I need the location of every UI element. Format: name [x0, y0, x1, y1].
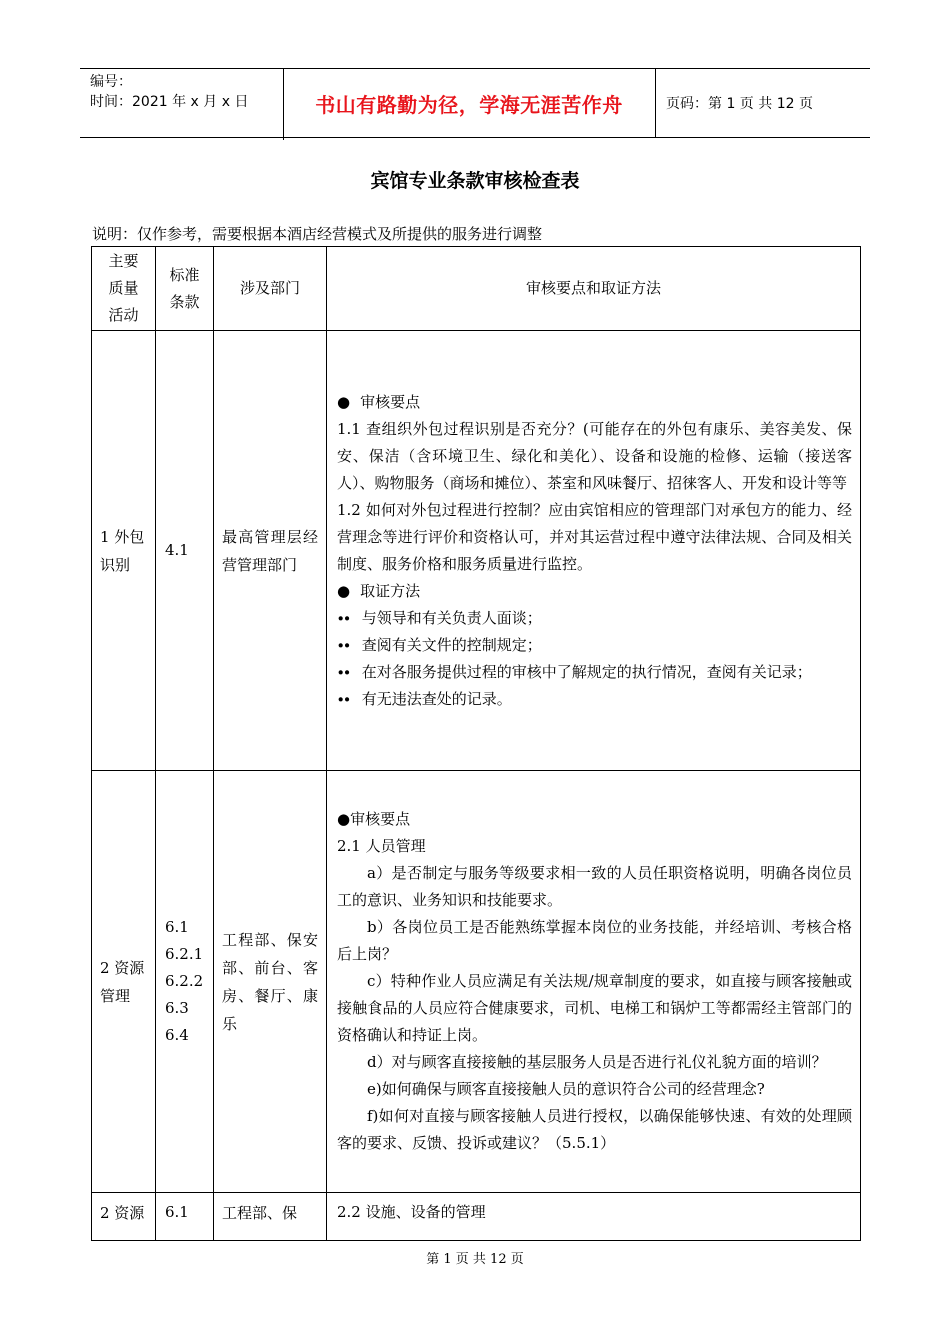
clause-cell: 6.1 6.2.1 6.2.2 6.3 6.4: [156, 771, 214, 1193]
point-c: c）特种作业人员应满足有关法规/规章制度的要求，如直接与顾客接触或接触食品的人员应符合健康要求，司机、电梯工和锅炉工等都需经主管部门的资格确认和持证上岗。: [337, 972, 852, 1044]
header-slogan-cell: [283, 69, 656, 137]
code-label: 编号：: [90, 74, 132, 90]
evidence-item: ∙∙ 与领导和有关负责人面谈；: [337, 605, 852, 632]
clause-cell: 6.1: [156, 1193, 214, 1241]
table-row: [92, 331, 861, 771]
clause-cell: 4.1: [156, 331, 214, 771]
note-text: 说明：仅作参考，需要根据本酒店经营模式及所提供的服务进行调整: [92, 225, 543, 243]
points-label: ● 审核要点: [337, 389, 852, 416]
dept-cell: 最高管理层经营管理部门: [214, 331, 327, 771]
header-clause: 标准 条款: [156, 247, 214, 331]
evidence-item: ∙∙ 查阅有关文件的控制规定；: [337, 632, 852, 659]
evidence-item: ∙∙ 有无违法查处的记录。: [337, 686, 852, 713]
point-a: a）是否制定与服务等级要求相一致的人员任职资格说明，明确各岗位员工的意识、业务知识和技能要求。: [337, 864, 852, 909]
audit-table: [91, 246, 861, 1241]
activity-cell: 2 资源: [92, 1193, 156, 1241]
slogan: 书山有路勤为径，学海无涯苦作舟: [315, 92, 623, 117]
table-header-row: [92, 247, 861, 331]
point-e: e)如何确保与顾客直接接触人员的意识符合公司的经营理念?: [367, 1080, 765, 1098]
points-label: ●审核要点: [337, 810, 411, 828]
header-dept: 涉及部门: [214, 247, 327, 331]
activity-cell: 2 资源管理: [92, 771, 156, 1193]
page-footer: 第 1 页 共 12 页: [426, 1252, 524, 1267]
point-2-1: 2.1 人员管理: [337, 837, 426, 855]
table-row: [92, 1193, 861, 1241]
document-header: [80, 68, 870, 138]
point-f: f)如何对直接与顾客接触人员进行授权，以确保能够快速、有效的处理顾客的要求、反馈、投诉或建议？（5.5.1）: [337, 1107, 852, 1152]
page-label: 页码：第 1 页 共 12 页: [666, 96, 813, 112]
point-b: b）各岗位员工是否能熟练掌握本岗位的业务技能，并经培训、考核合格后上岗？: [337, 918, 852, 963]
header-method: 审核要点和取证方法: [327, 247, 861, 331]
method-cell: 2.2 设施、设备的管理: [327, 1193, 861, 1241]
point-1-2: 1.2 如何对外包过程进行控制？应由宾馆相应的管理部门对承包方的能力、经营理念等进行评价和资格认可，并对其运营过程中遵守法律法规、合同及相关制度、服务价格和服务质量进行监控。: [337, 500, 852, 573]
evidence-label: ● 取证方法: [337, 578, 852, 605]
header-meta: [80, 69, 284, 140]
page-title: 宾馆专业条款审核检查表: [370, 170, 580, 192]
method-cell: [327, 331, 861, 771]
table-row: [92, 771, 861, 1193]
date-label: 时间：2021 年 x 月 x 日: [90, 94, 249, 110]
method-cell: [327, 771, 861, 1193]
dept-cell: 工程部、保: [214, 1193, 327, 1241]
dept-cell: 工程部、保安部、前台、客房、餐厅、康乐: [214, 771, 327, 1193]
evidence-item: ∙∙ 在对各服务提供过程的审核中了解规定的执行情况，查阅有关记录；: [337, 659, 852, 686]
activity-cell: 1 外包识别: [92, 331, 156, 771]
header-activity: 主要 质量 活动: [92, 247, 156, 331]
point-1-1: 1.1 查组织外包过程识别是否充分？(可能存在的外包有康乐、美容美发、保安、保洁（含环境卫生、绿化和美化）、设备和设施的检修、运输（接送客人）、购物服务（商场和摊位）、茶室和风味餐厅、招徕客人、开发和设计等等: [337, 419, 852, 492]
point-d: d）对与顾客直接接触的基层服务人员是否进行礼仪礼貌方面的培训？: [367, 1053, 827, 1071]
